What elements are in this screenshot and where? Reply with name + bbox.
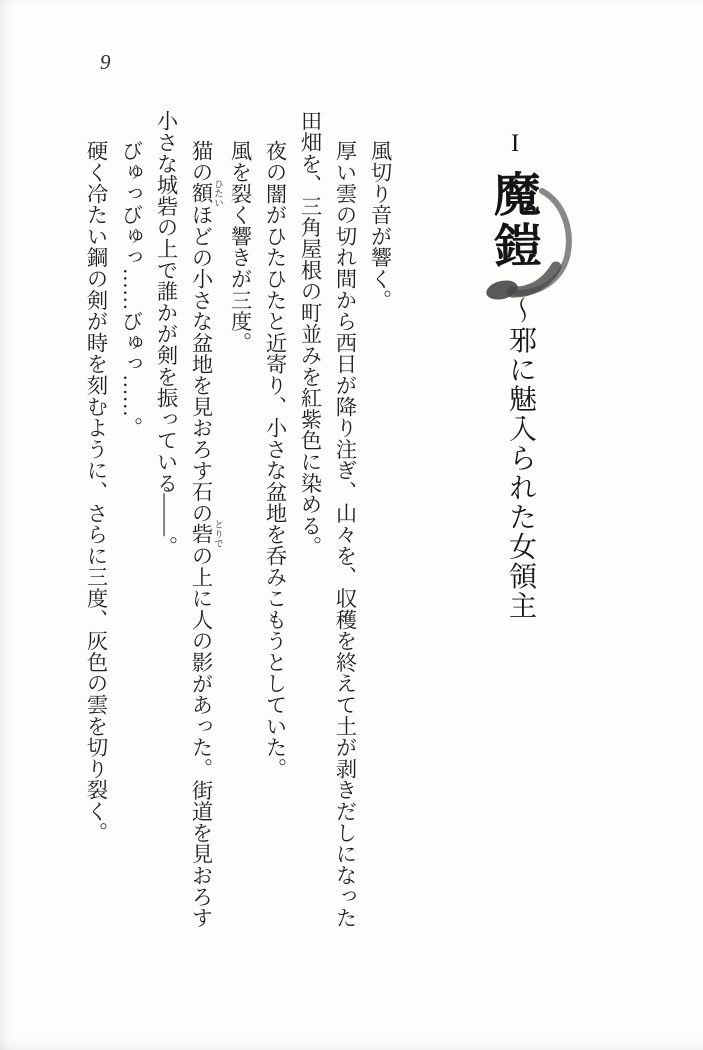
- chapter-title-calligraphy: 魔鎧: [486, 169, 540, 273]
- body-paragraph: 猫の額 ひたいほどの小さな盆地を見おろす石の砦 とりでの上に人の影があった。街道を見おろす小さな城砦の上で誰かが剣を振っている――。: [154, 110, 222, 928]
- body-paragraph: 硬く冷たい鋼の剣が時を刻むように、さらに三度、灰色の雲を切り裂く。: [84, 139, 108, 843]
- body-paragraph: 夜の闇がひたひたと近寄り、小さな盆地を呑みこもうとしていた。: [263, 139, 287, 779]
- chapter-subtitle: ～邪に魅入られた女領主: [505, 296, 536, 621]
- body-paragraph: 風を裂く響きが三度。: [228, 139, 252, 353]
- body-text: [78, 110, 397, 938]
- page-number: 9: [100, 50, 112, 74]
- body-paragraph: びゅっびゅっ……びゅっ……。: [119, 139, 143, 438]
- chapter-number: I: [511, 130, 520, 157]
- body-paragraph: 厚い雲の切れ間から西日が降り注ぎ、山々を、収穫を終えて土が剥きだしになった田畑を、三角屋根の町並みを紅紫色に染める。: [298, 110, 357, 928]
- body-paragraph: 風切り音が響く。: [368, 139, 392, 311]
